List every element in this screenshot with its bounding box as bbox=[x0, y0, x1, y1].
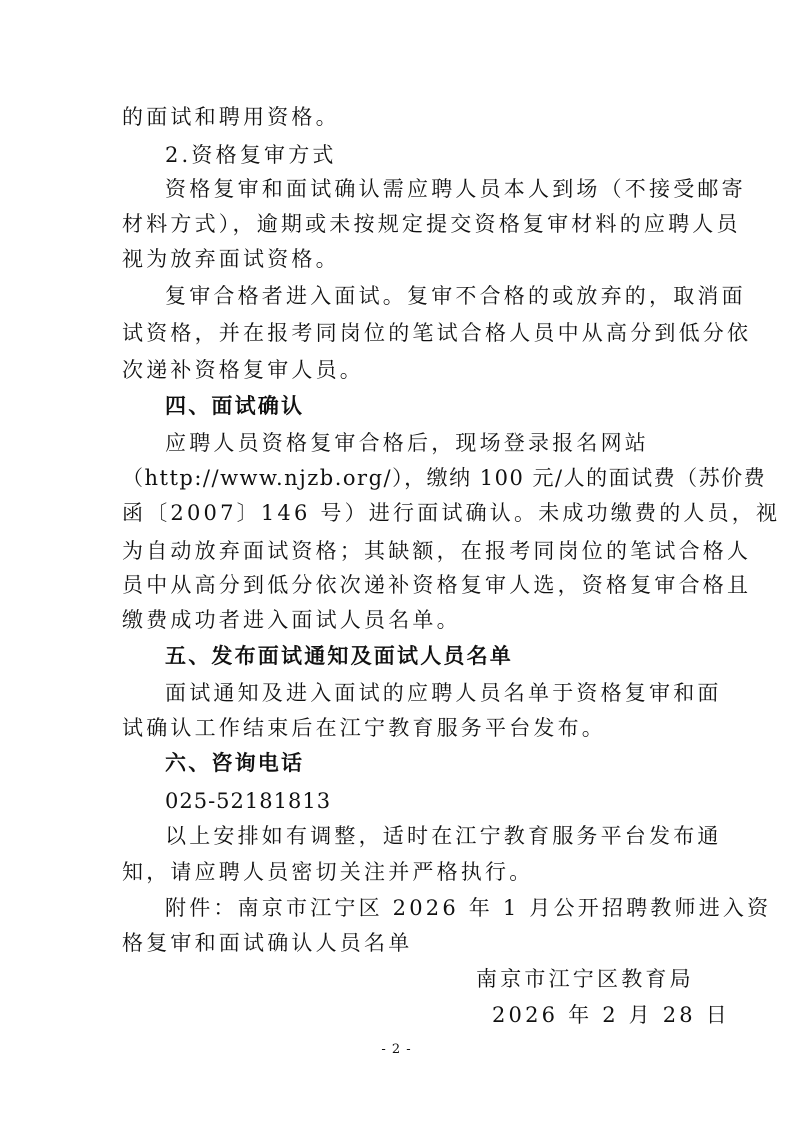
contact-phone: 025-52181813 bbox=[165, 789, 332, 813]
subheading-review-method: 2.资格复审方式 bbox=[165, 143, 337, 167]
issuing-organization: 南京市江宁区教育局 bbox=[476, 967, 694, 991]
body-text-line: 知，请应聘人员密切关注并严格执行。 bbox=[122, 860, 534, 884]
body-text-line: 视为放弃面试资格。 bbox=[122, 247, 340, 271]
body-text-line-url: （http://www.njzb.org/），缴纳 100 元/人的面试费（苏价费 bbox=[122, 466, 767, 490]
body-text-line: 以上安排如有调整，适时在江宁教育服务平台发布通 bbox=[165, 824, 722, 848]
attachment-note: 附件：南京市江宁区 2026 年 1 月公开招聘教师进入资 bbox=[165, 896, 772, 920]
body-text-line: 为自动放弃面试资格；其缺额，在报考同岗位的笔试合格人 bbox=[122, 539, 752, 563]
body-text-line: 的面试和聘用资格。 bbox=[122, 105, 340, 129]
section-heading-contact: 六、咨询电话 bbox=[165, 751, 305, 775]
body-text-line: 材料方式），逾期或未按规定提交资格复审材料的应聘人员 bbox=[122, 212, 741, 236]
body-text-line: 员中从高分到低分依次递补资格复审人选，资格复审合格且 bbox=[122, 573, 752, 597]
body-text-line: 缴费成功者进入面试人员名单。 bbox=[122, 608, 461, 632]
body-text-line: 试确认工作结束后在江宁教育服务平台发布。 bbox=[122, 716, 606, 740]
body-text-line: 应聘人员资格复审合格后，现场登录报名网站 bbox=[165, 431, 649, 455]
body-text-line: 复审合格者进入面试。复审不合格的或放弃的，取消面 bbox=[165, 284, 746, 308]
body-text-line: 函〔2007〕146 号）进行面试确认。未成功缴费的人员，视 bbox=[122, 501, 781, 525]
section-heading-interview-confirmation: 四、面试确认 bbox=[165, 394, 305, 418]
body-text-line: 面试通知及进入面试的应聘人员名单于资格复审和面 bbox=[165, 681, 722, 705]
body-text-line: 次递补资格复审人员。 bbox=[122, 358, 364, 382]
issue-date: 2026 年 2 月 28 日 bbox=[492, 1003, 730, 1027]
section-heading-interview-notice: 五、发布面试通知及面试人员名单 bbox=[165, 644, 513, 668]
body-text-line: 资格复审和面试确认需应聘人员本人到场（不接受邮寄 bbox=[165, 177, 746, 201]
attachment-note-continued: 格复审和面试确认人员名单 bbox=[122, 931, 413, 955]
page-number: - 2 - bbox=[381, 1042, 412, 1057]
body-text-line: 试资格，并在报考同岗位的笔试合格人员中从高分到低分依 bbox=[122, 321, 752, 345]
